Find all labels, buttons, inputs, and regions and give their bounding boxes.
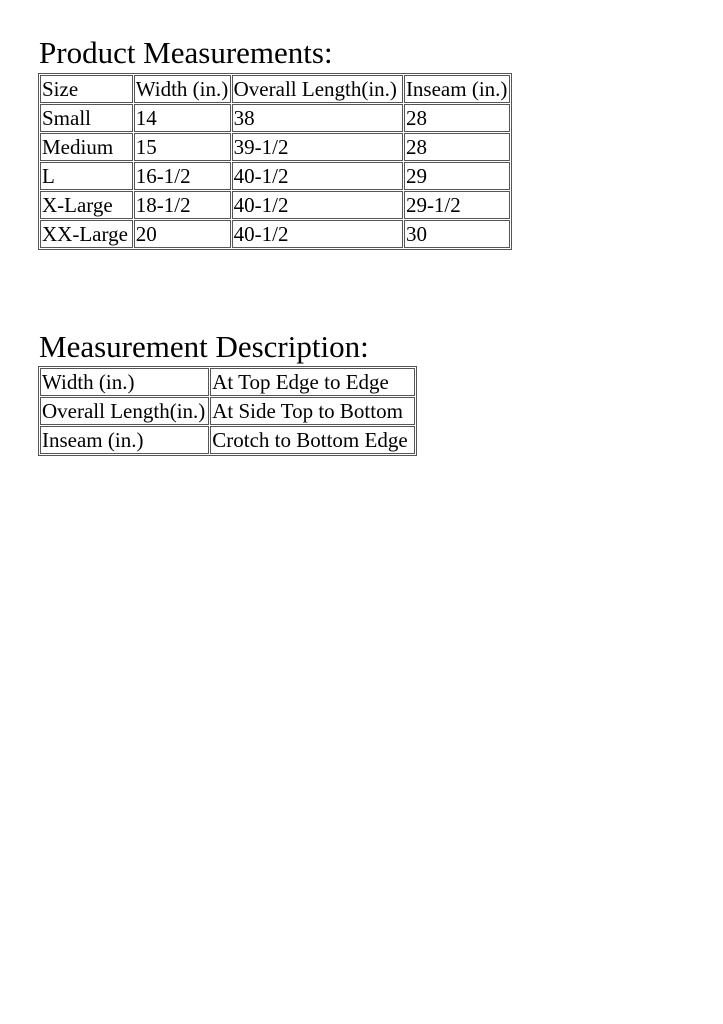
table-cell: 18-1/2 — [134, 191, 231, 219]
table-cell: Width (in.) — [40, 368, 209, 396]
table-row — [40, 162, 510, 190]
table-cell: At Top Edge to Edge — [210, 368, 415, 396]
table-cell: 29-1/2 — [404, 191, 510, 219]
table-row — [40, 104, 510, 132]
measurement-description-table — [38, 366, 417, 456]
table-cell: X-Large — [40, 191, 133, 219]
table-cell: Crotch to Bottom Edge — [210, 426, 415, 454]
table-row — [40, 368, 415, 396]
header-cell-size: Size — [40, 75, 133, 103]
header-cell-inseam: Inseam (in.) — [404, 75, 510, 103]
table-cell: 28 — [404, 133, 510, 161]
table-row — [40, 426, 415, 454]
table-cell: XX-Large — [40, 220, 133, 248]
table-cell: Medium — [40, 133, 133, 161]
table-cell: Inseam (in.) — [40, 426, 209, 454]
table-cell: 38 — [232, 104, 403, 132]
table-row — [40, 133, 510, 161]
measurement-description-heading: Measurement Description: — [39, 329, 369, 364]
product-measurements-table — [38, 73, 512, 250]
table-cell: 40-1/2 — [232, 162, 403, 190]
table-cell: At Side Top to Bottom — [210, 397, 415, 425]
table-cell: 15 — [134, 133, 231, 161]
table-cell: Overall Length(in.) — [40, 397, 209, 425]
table-cell: 39-1/2 — [232, 133, 403, 161]
table-cell: 30 — [404, 220, 510, 248]
table-cell: 28 — [404, 104, 510, 132]
table-row — [40, 191, 510, 219]
table-cell: 29 — [404, 162, 510, 190]
table-row — [40, 397, 415, 425]
product-measurements-heading: Product Measurements: — [39, 35, 333, 70]
table-cell: 40-1/2 — [232, 220, 403, 248]
table-cell: 40-1/2 — [232, 191, 403, 219]
table-cell: L — [40, 162, 133, 190]
table-cell: 14 — [134, 104, 231, 132]
table-cell: Small — [40, 104, 133, 132]
table-cell: 16-1/2 — [134, 162, 231, 190]
table-header-row — [40, 75, 510, 103]
table-cell: 20 — [134, 220, 231, 248]
table-row — [40, 220, 510, 248]
header-cell-width: Width (in.) — [134, 75, 231, 103]
header-cell-overall-length: Overall Length(in.) — [232, 75, 403, 103]
